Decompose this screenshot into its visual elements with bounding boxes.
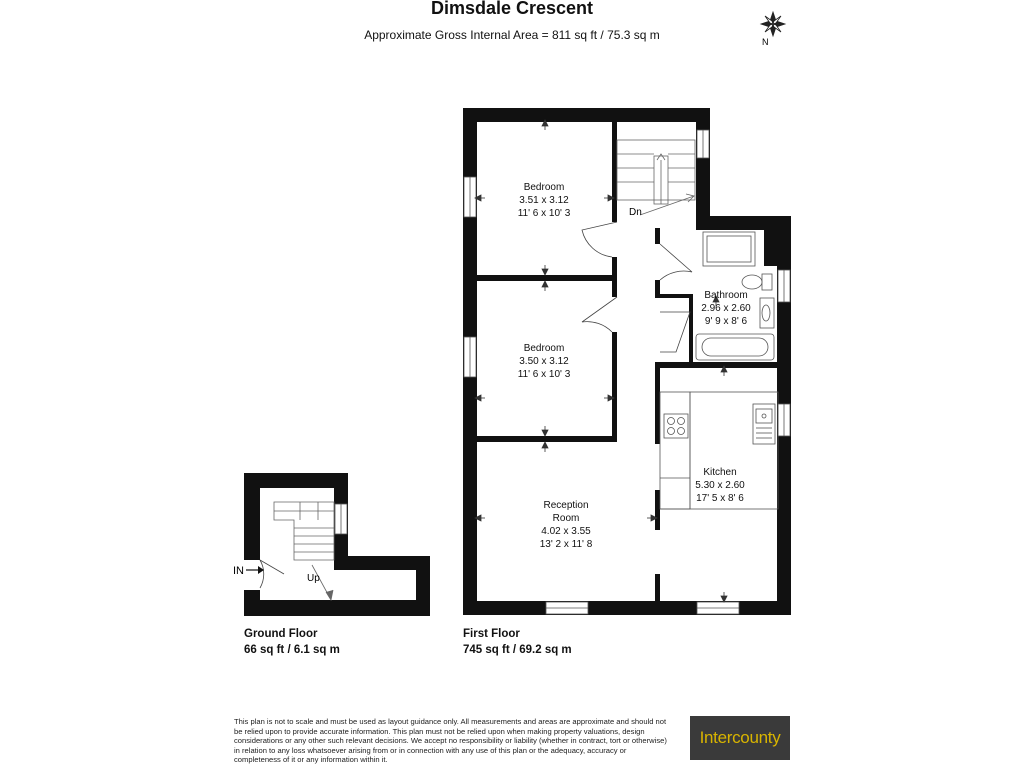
kitchen-imperial: 17' 5 x 8' 6 — [696, 493, 744, 504]
gross-area: Approximate Gross Internal Area = 811 sq ft / 75.3 sq m — [364, 28, 660, 42]
first-floor-caption — [463, 626, 572, 658]
reception-name-line1: Reception — [543, 500, 589, 511]
bedroom-1-metric: 3.51 x 3.12 — [519, 195, 569, 206]
reception-imperial: 13' 2 x 11' 8 — [539, 539, 593, 550]
logo-text: Intercounty — [699, 728, 781, 747]
ground-floor-area: 66 sq ft / 6.1 sq m — [244, 644, 340, 656]
bedroom-2-imperial: 11' 6 x 10' 3 — [517, 369, 571, 380]
compass-icon — [761, 12, 785, 36]
bedroom-1-name: Bedroom — [523, 182, 565, 193]
hob-icon — [664, 414, 688, 438]
reception-name-line2: Room — [552, 513, 580, 524]
first-floor-windows — [464, 130, 790, 614]
bedroom-2-name: Bedroom — [523, 343, 565, 354]
ground-floor-plan — [233, 473, 430, 616]
first-stairs-label: Dn — [629, 207, 642, 218]
bedroom-1-imperial: 11' 6 x 10' 3 — [517, 208, 571, 219]
first-floor-staircase-icon — [617, 140, 695, 215]
bath-icon — [696, 334, 774, 360]
kitchen-metric: 5.30 x 2.60 — [695, 480, 745, 491]
sink-icon — [753, 404, 775, 444]
toilet-icon — [742, 274, 772, 290]
entrance-door — [244, 560, 260, 590]
entrance-label: IN — [233, 565, 244, 577]
ground-floor-name: Ground Floor — [244, 628, 318, 640]
compass-north-label: N — [762, 37, 769, 47]
kitchen-counter-left — [660, 392, 690, 509]
first-floor-area: 745 sq ft / 69.2 sq m — [463, 644, 572, 656]
bathroom-name: Bathroom — [704, 290, 748, 301]
bathroom-imperial: 9' 9 x 8' 6 — [704, 316, 748, 327]
kitchen-name: Kitchen — [703, 467, 737, 478]
ground-staircase-icon — [274, 502, 334, 600]
door-swings — [582, 222, 692, 352]
first-floor-plan — [463, 108, 791, 615]
plan-title: Dimsdale Crescent — [430, 0, 594, 18]
ground-floor-caption — [244, 626, 340, 658]
reception-metric: 4.02 x 3.55 — [541, 526, 591, 537]
first-floor-name: First Floor — [463, 628, 520, 640]
basin-icon — [760, 298, 774, 328]
ground-stairs-label: Up — [307, 573, 320, 584]
shower-tray-icon — [703, 232, 755, 266]
disclaimer-text: This plan is not to scale and must be used as layout guidance only. All measurements and areas are approximate and should not be relied upon to provide accurate information. This plan must not be relied upon when making property valuations, design considerations or any other such relevant decisions. We accept no responsibility or liability (whether in contract, tort or otherwise) in relation to any loss whatsoever arising from or in connection with any use of this plan or the adequacy, accuracy or completeness of it or any information within it. — [234, 717, 667, 765]
bathroom-metric: 2.96 x 2.60 — [701, 303, 751, 314]
intercounty-logo — [690, 716, 790, 760]
bedroom-2-metric: 3.50 x 3.12 — [519, 356, 569, 367]
